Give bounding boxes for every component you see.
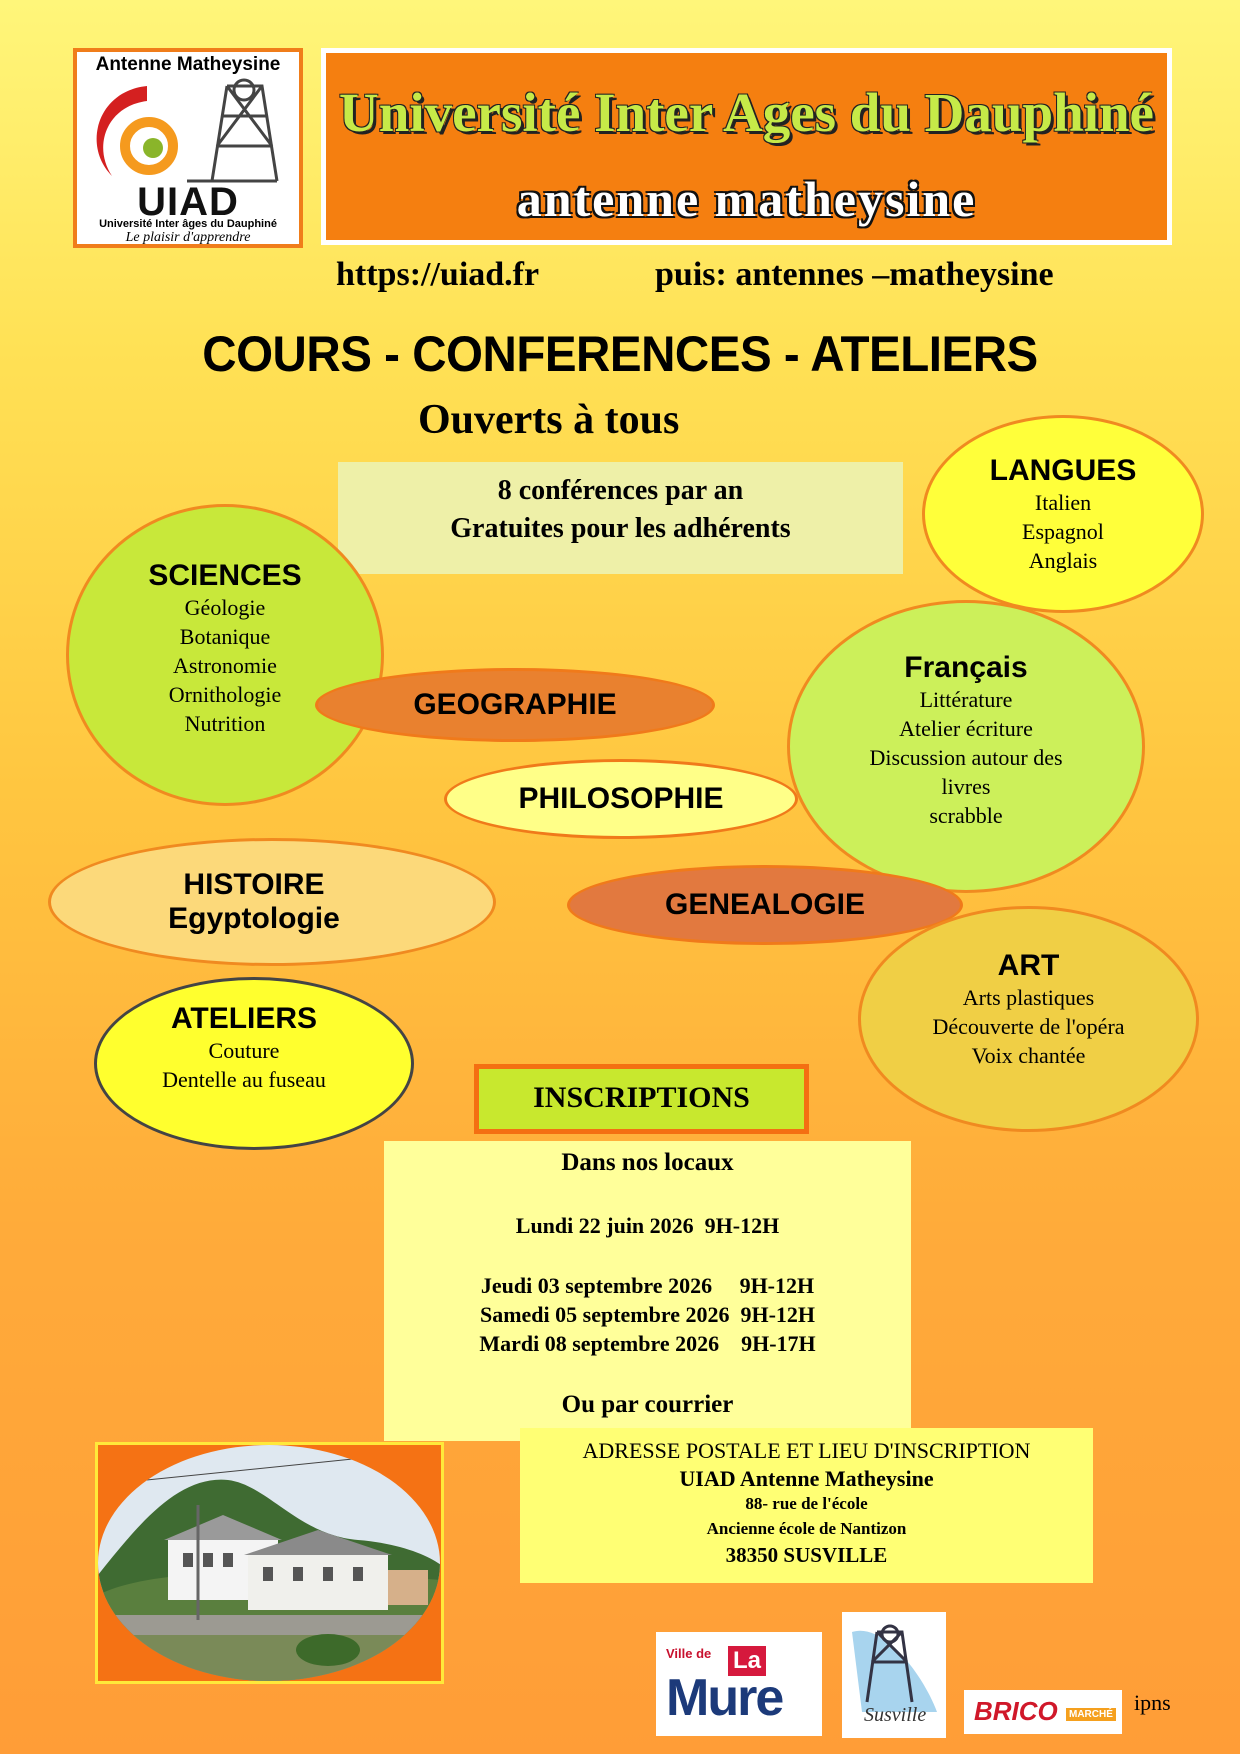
website-path: puis: antennes –matheysine bbox=[655, 256, 1054, 293]
bubble-philosophie bbox=[444, 759, 798, 839]
bubble-title: Français bbox=[904, 651, 1028, 684]
header-banner bbox=[321, 48, 1172, 245]
registration-date: Samedi 05 septembre 2026 9H-12H bbox=[479, 1302, 816, 1327]
banner-title: Université Inter Ages du Dauphiné bbox=[339, 82, 1154, 143]
logo-swirl-icon bbox=[77, 76, 299, 186]
address-street: 88- rue de l'école bbox=[745, 1494, 868, 1513]
bubble-title: LANGUES bbox=[989, 453, 1137, 487]
bubble-item: Voix chantée bbox=[971, 1043, 1086, 1068]
registration-date: Mardi 08 septembre 2026 9H-17H bbox=[479, 1331, 816, 1356]
bubble-title: GENEALOGIE bbox=[664, 888, 866, 921]
brico-marche-text: MARCHÉ bbox=[1066, 1708, 1116, 1721]
banner-subtitle: antenne matheysine bbox=[516, 171, 977, 227]
lamure-la-text: La bbox=[728, 1646, 766, 1676]
bubble-geographie bbox=[315, 668, 715, 742]
address-city: 38350 SUSVILLE bbox=[725, 1543, 888, 1567]
registration-dates-box bbox=[384, 1141, 911, 1441]
address-building: Ancienne école de Nantizon bbox=[706, 1519, 907, 1538]
susville-text: Susville bbox=[864, 1704, 927, 1726]
la-mure-logo bbox=[656, 1632, 822, 1736]
conferences-line-2: Gratuites pour les adhérents bbox=[450, 513, 791, 544]
bubble-sciences bbox=[66, 504, 384, 806]
bubble-item: Ornithologie bbox=[168, 682, 282, 707]
page-subtitle: Ouverts à tous bbox=[418, 397, 680, 443]
bricomarche-logo bbox=[964, 1690, 1122, 1734]
registration-date: Jeudi 03 septembre 2026 9H-12H bbox=[480, 1273, 815, 1298]
bubble-francais bbox=[787, 600, 1145, 893]
bubble-item: Espagnol bbox=[1022, 518, 1104, 544]
website-link[interactable]: https://uiad.fr bbox=[336, 256, 540, 293]
lamure-big-text: Mure bbox=[666, 1669, 783, 1727]
bubble-title: ATELIERS bbox=[170, 1002, 318, 1035]
bubble-title: SCIENCES bbox=[148, 559, 302, 592]
bubble-item: Italien bbox=[1034, 489, 1092, 515]
bubble-item: Atelier écriture bbox=[899, 716, 1033, 741]
bubble-item: Arts plastiques bbox=[962, 985, 1095, 1010]
bubble-item: Anglais bbox=[1028, 547, 1098, 573]
inscriptions-label: INSCRIPTIONS bbox=[474, 1064, 809, 1134]
bubble-item: Couture bbox=[208, 1038, 280, 1063]
bubble-item: livres bbox=[941, 774, 991, 799]
bubble-ateliers bbox=[94, 977, 414, 1150]
bubble-item: Dentelle au fuseau bbox=[162, 1067, 326, 1092]
bubble-subtitle: Egyptologie bbox=[168, 902, 340, 935]
bubble-title: HISTOIRE bbox=[183, 868, 325, 901]
bubble-item: scrabble bbox=[929, 803, 1003, 828]
bubble-title: GEOGRAPHIE bbox=[413, 688, 617, 721]
logo-acronym: UIAD bbox=[137, 180, 239, 224]
conferences-box bbox=[338, 462, 903, 574]
bubble-item: Nutrition bbox=[184, 711, 266, 736]
susville-logo bbox=[842, 1612, 946, 1738]
bubble-langues bbox=[922, 415, 1204, 613]
footer-ipns: ipns bbox=[1134, 1690, 1171, 1715]
registration-place: Dans nos locaux bbox=[561, 1149, 734, 1176]
building-photo bbox=[95, 1442, 444, 1684]
bubble-item: Astronomie bbox=[173, 653, 277, 678]
bubble-title: ART bbox=[997, 949, 1060, 982]
logo-full-name: Université Inter âges du Dauphiné bbox=[99, 218, 277, 230]
bubble-item: Botanique bbox=[179, 624, 271, 649]
bubble-title: PHILOSOPHIE bbox=[518, 782, 724, 815]
lamure-small-text: Ville de bbox=[666, 1646, 712, 1661]
bubble-item: Découverte de l'opéra bbox=[932, 1014, 1125, 1039]
logo-tagline: Le plaisir d'apprendre bbox=[125, 230, 251, 245]
registration-date: Lundi 22 juin 2026 9H-12H bbox=[515, 1213, 780, 1238]
bubble-item: Géologie bbox=[184, 595, 266, 620]
address-name: UIAD Antenne Matheysine bbox=[679, 1466, 934, 1491]
bubble-item: Littérature bbox=[919, 687, 1013, 712]
bubble-item: Discussion autour des bbox=[869, 745, 1063, 770]
building-photo-image bbox=[98, 1445, 441, 1681]
uiad-logo bbox=[73, 48, 303, 248]
brico-text: BRICO bbox=[974, 1696, 1058, 1726]
logo-top-text: Antenne Matheysine bbox=[95, 54, 281, 75]
conferences-line-1: 8 conférences par an bbox=[497, 475, 744, 506]
registration-mail: Ou par courrier bbox=[561, 1391, 734, 1418]
bubble-histoire bbox=[48, 838, 496, 966]
postal-address-box bbox=[520, 1428, 1093, 1583]
bubble-genealogie bbox=[567, 865, 963, 945]
bubble-art bbox=[858, 906, 1199, 1132]
page-title: COURS - CONFERENCES - ATELIERS bbox=[202, 326, 1038, 382]
address-heading: ADRESSE POSTALE ET LIEU D'INSCRIPTION bbox=[582, 1438, 1031, 1463]
